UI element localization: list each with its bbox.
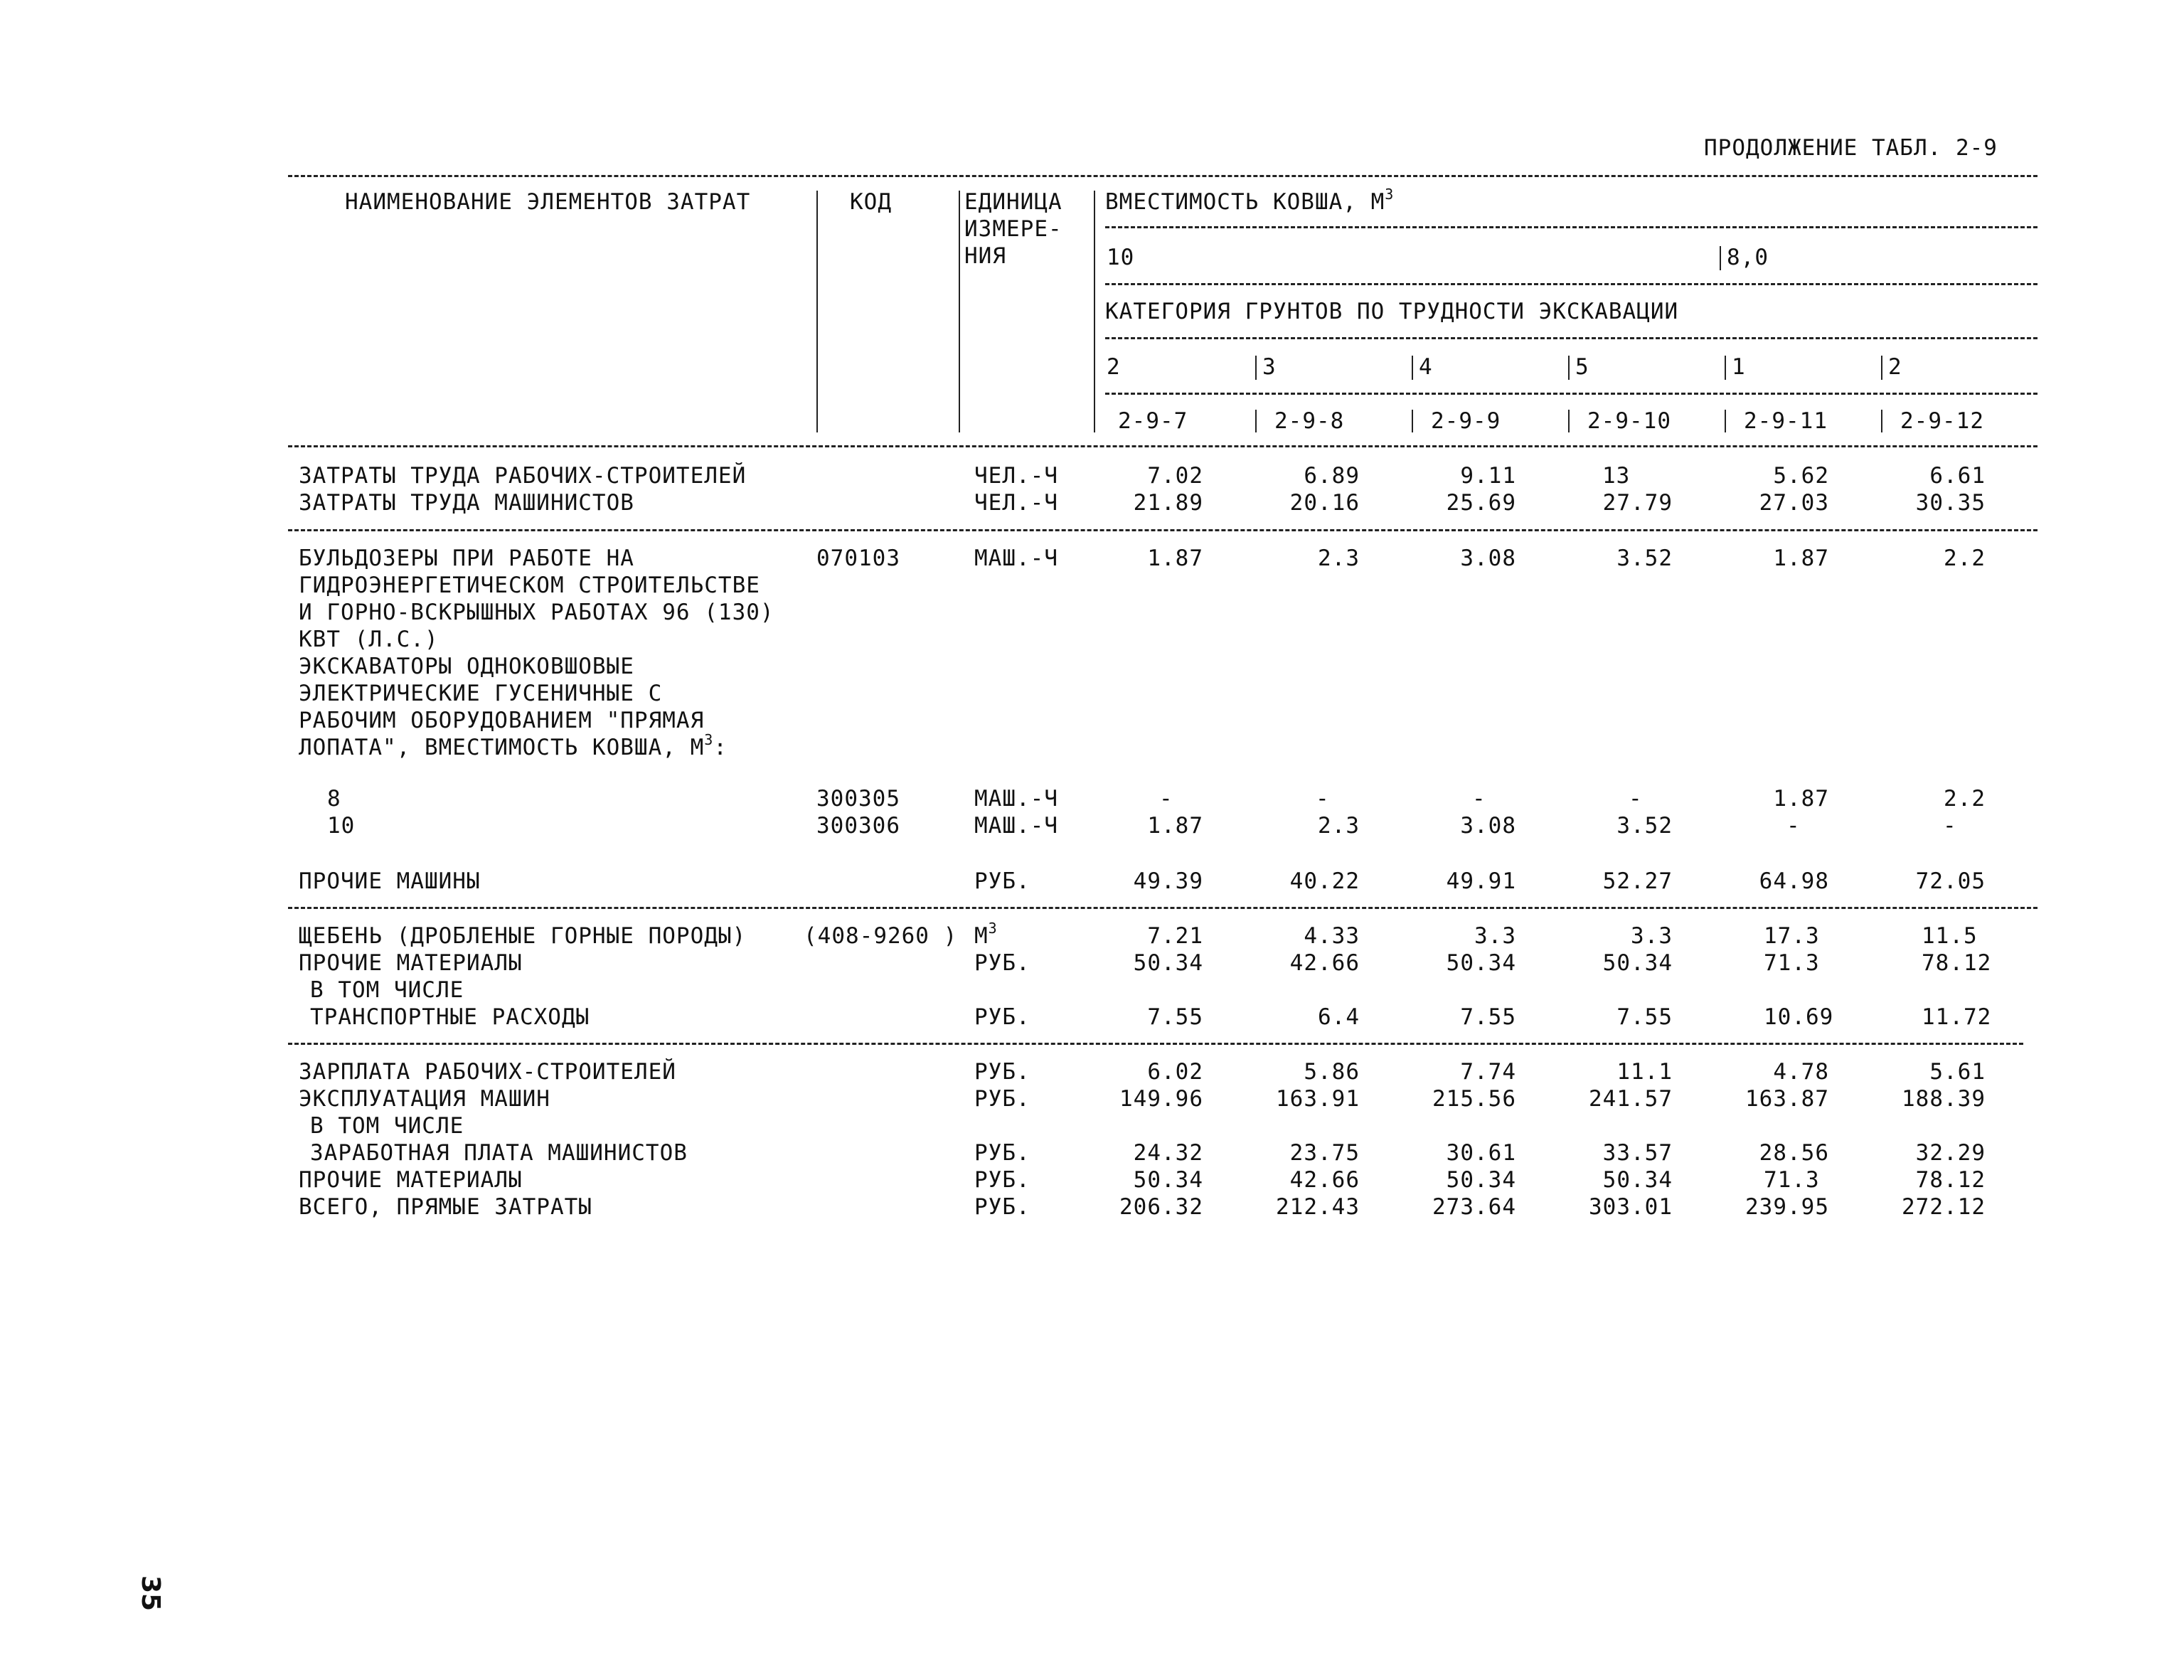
row-unit: $М^3$ xyxy=(974,920,998,949)
value-cell: 7.55 xyxy=(1460,1004,1516,1030)
value-cell: 7.55 xyxy=(1147,1004,1203,1030)
value-cell: 7.21 xyxy=(1147,923,1203,949)
value-cell: 50.34 xyxy=(1446,950,1516,976)
value-cell: 1.87 xyxy=(1147,813,1203,839)
row-name: ТРАНСПОРТНЫЕ РАСХОДЫ xyxy=(310,1004,590,1030)
value-cell: 72.05 xyxy=(1915,868,1986,894)
row-unit: РУБ. xyxy=(974,868,1030,894)
row-name: ЩЕБЕНЬ (ДРОБЛЕНЫЕ ГОРНЫЕ ПОРОДЫ) xyxy=(299,923,747,949)
header-separator xyxy=(1720,246,1721,270)
row-unit: РУБ. xyxy=(974,1004,1030,1030)
value-cell: - xyxy=(1316,786,1330,812)
row-name: ЭКСПЛУАТАЦИЯ МАШИН xyxy=(299,1086,550,1112)
value-cell: 6.02 xyxy=(1147,1059,1203,1085)
value-cell: 7.74 xyxy=(1460,1059,1516,1085)
header-separator xyxy=(1568,410,1570,432)
value-cell: 78.12 xyxy=(1922,950,1992,976)
row-name: ГИДРОЭНЕРГЕТИЧЕСКОМ СТРОИТЕЛЬСТВЕ xyxy=(299,573,760,598)
row-name: КВТ (Л.С.) xyxy=(299,627,439,652)
value-cell: 49.39 xyxy=(1133,868,1203,894)
value-cell: 17.3 xyxy=(1764,923,1820,949)
row-unit: МАШ.-Ч xyxy=(974,813,1058,839)
header-separator xyxy=(1881,410,1882,432)
value-cell: 9.11 xyxy=(1460,463,1516,489)
value-cell: 50.34 xyxy=(1133,950,1203,976)
row-name: В ТОМ ЧИСЛЕ xyxy=(310,977,464,1003)
row-name: ЭЛЕКТРИЧЕСКИЕ ГУСЕНИЧНЫЕ С xyxy=(299,681,663,706)
value-cell: 33.57 xyxy=(1602,1140,1673,1166)
value-cell: 3.52 xyxy=(1616,813,1673,839)
row-unit: РУБ. xyxy=(974,1086,1030,1112)
row-name: 10 xyxy=(327,813,356,839)
row-name: РАБОЧИМ ОБОРУДОВАНИЕМ "ПРЯМАЯ xyxy=(299,708,705,733)
row-unit: МАШ.-Ч xyxy=(974,546,1058,571)
row-name: 8 xyxy=(327,786,341,812)
row-name: ЛОПАТА", ВМЕСТИМОСТЬ КОВША, $М^3$: xyxy=(299,731,728,760)
value-cell: - xyxy=(1786,813,1801,839)
divider xyxy=(1105,283,2037,285)
divider xyxy=(288,445,2037,447)
divider xyxy=(288,1043,2023,1045)
row-unit: ЧЕЛ.-Ч xyxy=(974,490,1058,516)
header-name: НАИМЕНОВАНИЕ ЭЛЕМЕНТОВ ЗАТРАТ xyxy=(345,189,751,215)
value-cell: 50.34 xyxy=(1133,1167,1203,1193)
row-name: В ТОМ ЧИСЛЕ xyxy=(310,1113,464,1139)
value-cell: - xyxy=(1159,786,1173,812)
value-cell: 21.89 xyxy=(1133,490,1203,516)
col-code-3: 2-9-9 xyxy=(1431,408,1501,434)
value-cell: 10.69 xyxy=(1764,1004,1834,1030)
value-cell: 50.34 xyxy=(1602,1167,1673,1193)
value-cell: 49.91 xyxy=(1446,868,1516,894)
header-cap-10: 10 xyxy=(1107,245,1135,270)
header-separator xyxy=(1881,356,1882,380)
value-cell: 11.72 xyxy=(1922,1004,1992,1030)
value-cell: 25.69 xyxy=(1446,490,1516,516)
value-cell: 303.01 xyxy=(1589,1194,1673,1220)
header-separator xyxy=(1725,410,1726,432)
value-cell: 2.2 xyxy=(1944,546,1986,571)
value-cell: 3.3 xyxy=(1474,923,1516,949)
value-cell: 212.43 xyxy=(1276,1194,1360,1220)
value-cell: 272.12 xyxy=(1902,1194,1986,1220)
row-unit: РУБ. xyxy=(974,1194,1030,1220)
row-code: 300306 xyxy=(816,813,900,839)
value-cell: - xyxy=(1629,786,1643,812)
row-name: ПРОЧИЕ МАТЕРИАЛЫ xyxy=(299,1167,523,1193)
value-cell: 52.27 xyxy=(1602,868,1673,894)
value-cell: 5.86 xyxy=(1304,1059,1360,1085)
value-cell: 11.1 xyxy=(1616,1059,1673,1085)
value-cell: 50.34 xyxy=(1446,1167,1516,1193)
header-unit-l1: ЕДИНИЦА xyxy=(964,189,1062,215)
row-name: И ГОРНО-ВСКРЫШНЫХ РАБОТАХ 96 (130) xyxy=(299,600,774,625)
category-4: 5 xyxy=(1575,354,1589,380)
col-code-2: 2-9-8 xyxy=(1274,408,1345,434)
value-cell: 1.87 xyxy=(1773,786,1829,812)
divider xyxy=(288,907,2037,909)
header-capacity: ВМЕСТИМОСТЬ КОВША, $М^3$ xyxy=(1105,186,1395,215)
divider xyxy=(288,175,2037,177)
header-separator xyxy=(1255,356,1257,380)
header-cap-8: 8,0 xyxy=(1727,245,1769,270)
row-code: 300305 xyxy=(816,786,900,812)
header-unit-l3: НИЯ xyxy=(964,243,1006,269)
value-cell: 6.89 xyxy=(1304,463,1360,489)
row-unit: РУБ. xyxy=(974,1140,1030,1166)
value-cell: 23.75 xyxy=(1289,1140,1360,1166)
row-unit: МАШ.-Ч xyxy=(974,786,1058,812)
value-cell: 64.98 xyxy=(1759,868,1829,894)
value-cell: 24.32 xyxy=(1133,1140,1203,1166)
col-code-6: 2-9-12 xyxy=(1900,408,1984,434)
row-unit: РУБ. xyxy=(974,950,1030,976)
value-cell: 241.57 xyxy=(1589,1086,1673,1112)
header-separator xyxy=(1725,356,1726,380)
value-cell: 3.3 xyxy=(1631,923,1673,949)
value-cell: 149.96 xyxy=(1119,1086,1203,1112)
value-cell: 6.61 xyxy=(1929,463,1986,489)
value-cell: 40.22 xyxy=(1289,868,1360,894)
value-cell: 4.78 xyxy=(1773,1059,1829,1085)
row-name: БУЛЬДОЗЕРЫ ПРИ РАБОТЕ НА xyxy=(299,546,634,571)
value-cell: 30.61 xyxy=(1446,1140,1516,1166)
value-cell: 239.95 xyxy=(1745,1194,1829,1220)
value-cell: 2.3 xyxy=(1318,546,1360,571)
value-cell: 71.3 xyxy=(1764,950,1820,976)
row-code: (408-9260 ) xyxy=(804,923,958,949)
row-name: ПРОЧИЕ МАТЕРИАЛЫ xyxy=(299,950,523,976)
row-unit: РУБ. xyxy=(974,1059,1030,1085)
value-cell: 1.87 xyxy=(1147,546,1203,571)
value-cell: 27.79 xyxy=(1602,490,1673,516)
value-cell: 11.5 xyxy=(1922,923,1978,949)
col-code-1: 2-9-7 xyxy=(1118,408,1188,434)
value-cell: 206.32 xyxy=(1119,1194,1203,1220)
value-cell: 13 xyxy=(1602,463,1631,489)
row-name: ЗАТРАТЫ ТРУДА РАБОЧИХ-СТРОИТЕЛЕЙ xyxy=(299,463,747,489)
value-cell: 27.03 xyxy=(1759,490,1829,516)
header-category: КАТЕГОРИЯ ГРУНТОВ ПО ТРУДНОСТИ ЭКСКАВАЦИИ xyxy=(1105,299,1679,324)
divider xyxy=(1105,393,2037,395)
value-cell: 273.64 xyxy=(1432,1194,1516,1220)
page-number: 35 xyxy=(136,1575,165,1612)
value-cell: 32.29 xyxy=(1915,1140,1986,1166)
value-cell: 2.2 xyxy=(1944,786,1986,812)
header-code: КОД xyxy=(850,189,892,215)
header-separator xyxy=(1568,356,1570,380)
value-cell: 4.33 xyxy=(1304,923,1360,949)
value-cell: 1.87 xyxy=(1773,546,1829,571)
row-name: ЗАТРАТЫ ТРУДА МАШИНИСТОВ xyxy=(299,490,634,516)
value-cell: 78.12 xyxy=(1915,1167,1986,1193)
category-2: 3 xyxy=(1262,354,1277,380)
value-cell: 215.56 xyxy=(1432,1086,1516,1112)
header-separator xyxy=(816,191,818,432)
value-cell: 2.3 xyxy=(1318,813,1360,839)
row-name: ЗАРАБОТНАЯ ПЛАТА МАШИНИСТОВ xyxy=(310,1140,688,1166)
value-cell: 30.35 xyxy=(1915,490,1986,516)
divider xyxy=(288,529,2037,531)
row-name: ВСЕГО, ПРЯМЫЕ ЗАТРАТЫ xyxy=(299,1194,592,1220)
value-cell: 7.02 xyxy=(1147,463,1203,489)
header-separator xyxy=(959,191,960,432)
header-separator xyxy=(1412,410,1413,432)
category-5: 1 xyxy=(1732,354,1746,380)
value-cell: 6.4 xyxy=(1318,1004,1360,1030)
row-name: ЭКСКАВАТОРЫ ОДНОКОВШОВЫЕ xyxy=(299,654,634,679)
col-code-5: 2-9-11 xyxy=(1744,408,1828,434)
value-cell: 3.52 xyxy=(1616,546,1673,571)
category-1: 2 xyxy=(1107,354,1121,380)
value-cell: 5.62 xyxy=(1773,463,1829,489)
divider xyxy=(1105,337,2037,339)
row-name: ПРОЧИЕ МАШИНЫ xyxy=(299,868,481,894)
value-cell: - xyxy=(1472,786,1486,812)
value-cell: 3.08 xyxy=(1460,546,1516,571)
value-cell: 50.34 xyxy=(1602,950,1673,976)
value-cell: 42.66 xyxy=(1289,1167,1360,1193)
category-6: 2 xyxy=(1888,354,1902,380)
value-cell: 42.66 xyxy=(1289,950,1360,976)
row-code: 070103 xyxy=(816,546,900,571)
value-cell: 3.08 xyxy=(1460,813,1516,839)
value-cell: - xyxy=(1943,813,1957,839)
row-unit: РУБ. xyxy=(974,1167,1030,1193)
header-unit-l2: ИЗМЕРЕ- xyxy=(964,216,1062,242)
divider xyxy=(1105,226,2037,228)
value-cell: 5.61 xyxy=(1929,1059,1986,1085)
table-caption: ПРОДОЛЖЕНИЕ ТАБЛ. 2-9 xyxy=(1704,135,1998,161)
header-separator xyxy=(1255,410,1257,432)
row-unit: ЧЕЛ.-Ч xyxy=(974,463,1058,489)
col-code-4: 2-9-10 xyxy=(1587,408,1671,434)
value-cell: 71.3 xyxy=(1764,1167,1820,1193)
value-cell: 188.39 xyxy=(1902,1086,1986,1112)
value-cell: 28.56 xyxy=(1759,1140,1829,1166)
header-separator xyxy=(1412,356,1413,380)
row-name: ЗАРПЛАТА РАБОЧИХ-СТРОИТЕЛЕЙ xyxy=(299,1059,676,1085)
value-cell: 163.91 xyxy=(1276,1086,1360,1112)
category-3: 4 xyxy=(1419,354,1433,380)
header-separator xyxy=(1094,191,1095,432)
value-cell: 20.16 xyxy=(1289,490,1360,516)
value-cell: 163.87 xyxy=(1745,1086,1829,1112)
value-cell: 7.55 xyxy=(1616,1004,1673,1030)
